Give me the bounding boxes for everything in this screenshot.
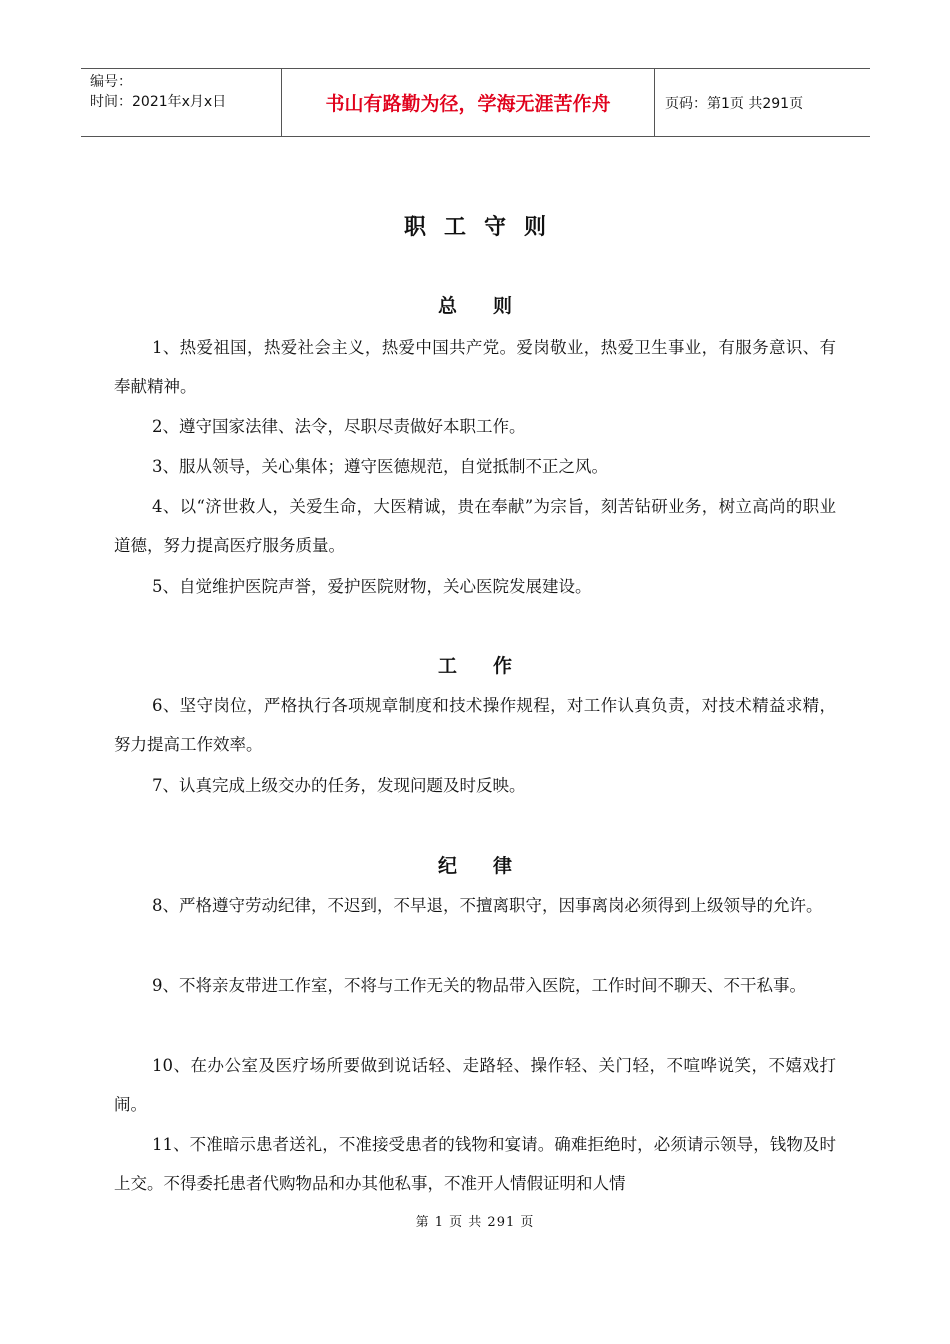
page-footer: 第 1 页 共 291 页 bbox=[415, 1215, 535, 1230]
paragraph: 3、服从领导，关心集体；遵守医德规范，自觉抵制不正之风。 bbox=[152, 457, 608, 476]
page-header bbox=[81, 68, 870, 137]
paragraph: 1、热爱祖国，热爱社会主义，热爱中国共产党。爱岗敬业，热爱卫生事业，有服务意识、有奉献精神。 bbox=[114, 338, 836, 396]
header-page-info: 页码：第1页 共291页 bbox=[665, 95, 804, 112]
document-title: 职工守则 bbox=[403, 215, 564, 240]
paragraph: 7、认真完成上级交办的任务，发现问题及时反映。 bbox=[152, 776, 526, 795]
paragraph: 5、自觉维护医院声誉，爱护医院财物，关心医院发展建设。 bbox=[152, 577, 592, 596]
section-title: 总则 bbox=[437, 295, 548, 317]
header-motto: 书山有路勤为径，学海无涯苦作舟 bbox=[281, 69, 655, 136]
paragraph: 8、严格遵守劳动纪律，不迟到，不早退，不擅离职守，因事离岗必须得到上级领导的允许。 bbox=[152, 896, 823, 915]
paragraph: 10、在办公室及医疗场所要做到说话轻、走路轻、操作轻、关门轻，不喧哗说笑，不嬉戏打闹。 bbox=[114, 1056, 836, 1114]
paragraph: 9、不将亲友带进工作室，不将与工作无关的物品带入医院，工作时间不聊天、不干私事。 bbox=[152, 976, 806, 995]
section-title: 纪律 bbox=[437, 855, 548, 877]
section-title: 工作 bbox=[437, 655, 548, 677]
paragraph: 2、遵守国家法律、法令，尽职尽责做好本职工作。 bbox=[152, 417, 526, 436]
paragraph: 11、不准暗示患者送礼，不准接受患者的钱物和宴请。确难拒绝时，必须请示领导，钱物及时上交。不得委托患者代购物品和办其他私事，不准开人情假证明和人情 bbox=[114, 1135, 836, 1193]
date-label: 时间：2021年x月x日 bbox=[90, 94, 227, 110]
paragraph: 4、以“济世救人，关爱生命，大医精诚，贵在奉献”为宗旨，刻苦钻研业务，树立高尚的职业道德，努力提高医疗服务质量。 bbox=[114, 497, 836, 555]
header-meta bbox=[81, 69, 281, 139]
paragraph: 6、坚守岗位，严格执行各项规章制度和技术操作规程，对工作认真负责，对技术精益求精，努力提高工作效率。 bbox=[114, 696, 836, 754]
number-label: 编号： bbox=[90, 74, 132, 90]
